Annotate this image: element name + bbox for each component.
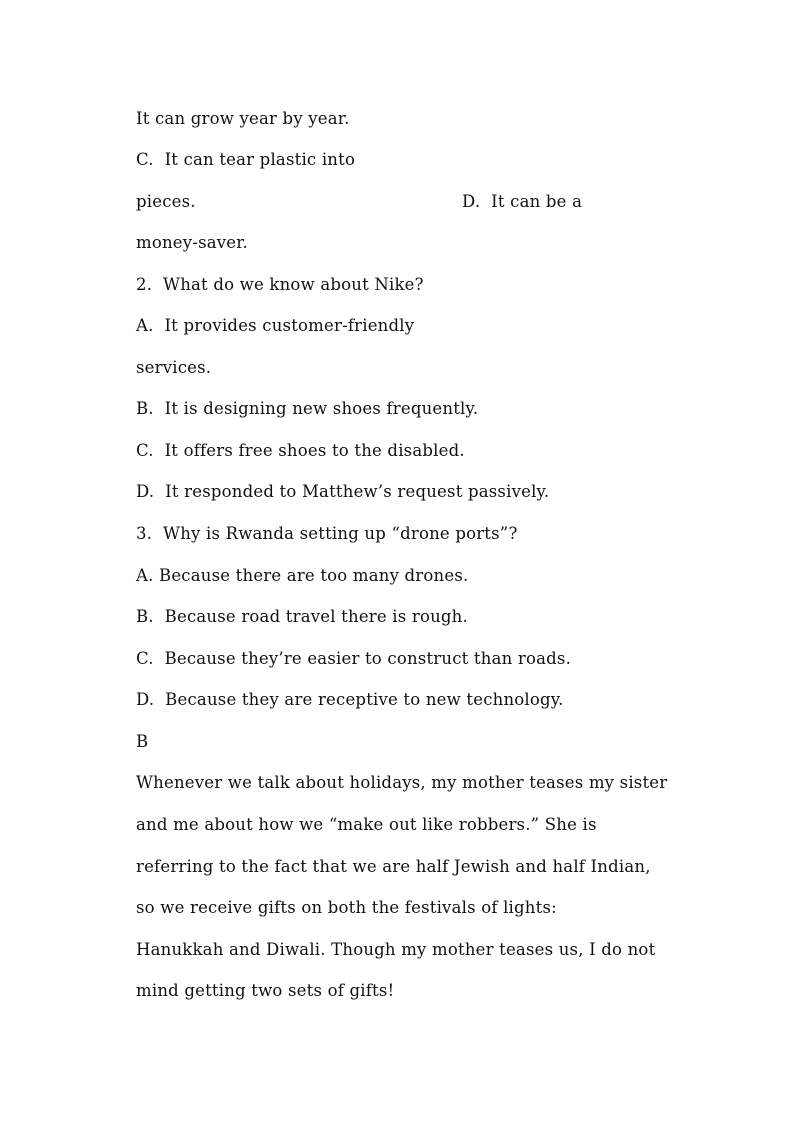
question-3: 3. Why is Rwanda setting up “drone ports”?	[136, 524, 518, 543]
option-d-continued: money-saver.	[136, 233, 248, 252]
passage-line: mind getting two sets of gifts!	[136, 981, 395, 1000]
passage-line: so we receive gifts on both the festivals of lights:	[136, 898, 557, 917]
q2-option-a-continued: services.	[136, 358, 212, 377]
passage-line: Hanukkah and Diwali. Though my mother teases us, I do not	[136, 940, 656, 959]
passage-line: and me about how we “make out like robbers.” She is	[136, 815, 597, 834]
q3-option-b: B. Because road travel there is rough.	[136, 607, 468, 626]
q2-option-c: C. It offers free shoes to the disabled.	[136, 441, 465, 460]
section-b-heading: B	[136, 732, 149, 751]
question-2: 2. What do we know about Nike?	[136, 275, 424, 294]
option-d-line: D. It can be a	[462, 192, 583, 211]
passage-line: Whenever we talk about holidays, my mother teases my sister	[136, 773, 668, 792]
passage-line: referring to the fact that we are half Jewish and half Indian,	[136, 857, 651, 876]
q3-option-c: C. Because they’re easier to construct than roads.	[136, 649, 572, 668]
q3-option-d: D. Because they are receptive to new technology.	[136, 690, 564, 709]
option-c-line: C. It can tear plastic into	[136, 150, 356, 169]
option-text-line: It can grow year by year.	[136, 109, 350, 128]
option-c-continued: pieces.	[136, 192, 196, 211]
q2-option-a: A. It provides customer-friendly	[136, 316, 415, 335]
q3-option-a: A. Because there are too many drones.	[136, 566, 469, 585]
q2-option-d: D. It responded to Matthew’s request passively.	[136, 482, 550, 501]
q2-option-b: B. It is designing new shoes frequently.	[136, 399, 479, 418]
